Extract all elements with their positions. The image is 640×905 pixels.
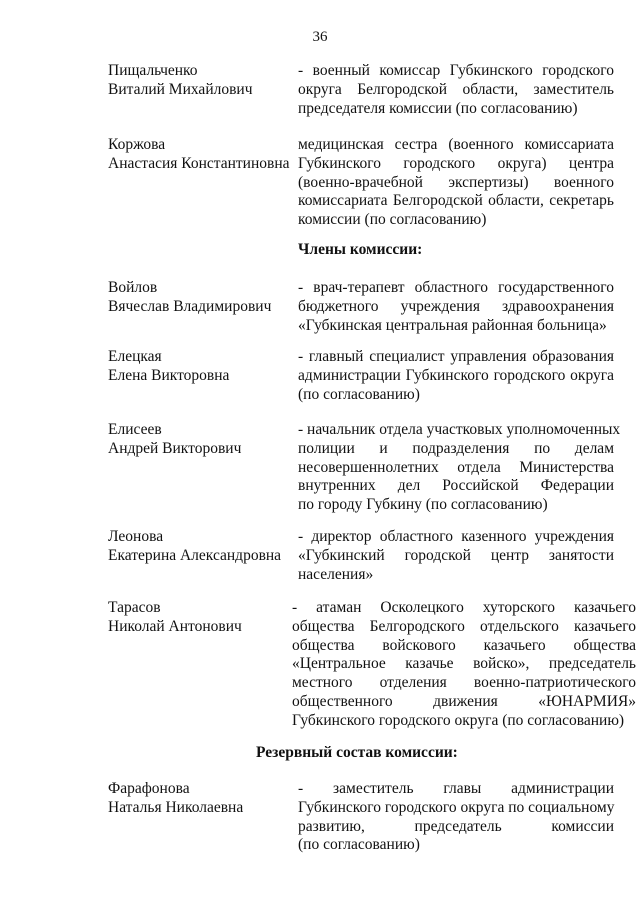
person-name: [108, 780, 294, 818]
role-line: комиссии (по согласованию): [298, 211, 487, 229]
role-line: Губкинского городского округа (по согласованию): [292, 711, 625, 729]
role-line: общественного движения «ЮНАРМИЯ»: [292, 692, 636, 710]
person-name: [108, 528, 294, 566]
reserve-heading: Резервный состав комиссии:: [256, 744, 458, 761]
person-surname: Пищальченко: [108, 62, 198, 79]
role-line: несовершеннолетних отдела Министерства: [298, 458, 614, 476]
person-surname: Елисеев: [108, 421, 162, 438]
person-name: [108, 421, 294, 459]
role-line: комиссариата Белгородской области, секретарь: [298, 192, 614, 210]
role-line: медицинская сестра (военного комиссариата: [298, 136, 614, 153]
role-line: «Губкинский городской центр занятости: [298, 546, 614, 564]
role-line: Губкинского городского округа по социальному: [298, 798, 615, 816]
role-line: общества Белгородского отдельского казачьего: [292, 617, 636, 635]
person-role: [298, 421, 621, 515]
person-given-name: Елена Викторовна: [108, 366, 230, 384]
person-given-name: Екатерина Александровна: [108, 546, 282, 564]
role-line: бюджетного учреждения здравоохранения: [298, 297, 614, 315]
person-name: [108, 348, 294, 386]
role-line: «Центральное казачье войско», председатель: [292, 655, 636, 673]
role-line: «Губкинская центральная районная больница»: [298, 316, 607, 334]
members-heading: Члены комиссии:: [298, 241, 423, 258]
person-given-name: Николай Антонович: [108, 617, 242, 635]
role-line: по городу Губкину (по согласованию): [298, 496, 548, 514]
role-line: развитию, председатель комиссии: [298, 817, 614, 835]
person-surname: Коржова: [108, 136, 166, 153]
role-line: общества войскового казачьего общества: [292, 636, 636, 654]
role-line: - военный комиссар Губкинского городского: [298, 62, 614, 79]
role-line: Губкинского городского округа) центра: [298, 154, 614, 172]
role-line: местного отделения военно-патриотического: [292, 674, 636, 692]
role-line: - атаман Осколецкого хуторского казачьего: [292, 599, 636, 616]
person-given-name: Вячеслав Владимирович: [108, 297, 272, 315]
person-role: [298, 780, 614, 855]
role-line: - начальник отдела участковых уполномоченных: [298, 421, 621, 438]
role-line: - главный специалист управления образования: [298, 348, 614, 365]
person-given-name: Андрей Викторович: [108, 439, 242, 457]
role-line: - врач-терапевт областного государственного: [298, 279, 614, 296]
role-line: полиции и подразделения по делам: [298, 439, 614, 457]
role-line: (по согласованию): [298, 385, 420, 403]
person-surname: Леонова: [108, 528, 164, 545]
person-role: [298, 136, 614, 230]
person-name: [108, 599, 294, 637]
page-number: 36: [312, 29, 328, 45]
role-line: (военно-врачебной экспертизы) военного: [298, 173, 614, 191]
role-line: администрации Губкинского городского округа: [298, 366, 614, 384]
person-surname: Тарасов: [108, 599, 161, 616]
role-line: населения»: [298, 565, 374, 583]
person-role: [292, 599, 636, 731]
role-line: округа Белгородской области, заместитель: [298, 80, 614, 98]
person-name: [108, 62, 294, 100]
person-surname: Елецкая: [108, 348, 162, 365]
role-line: внутренних дел Российской Федерации: [298, 477, 614, 495]
person-role: [298, 62, 614, 118]
person-role: [298, 528, 614, 584]
person-given-name: Виталий Михайлович: [108, 80, 253, 98]
person-role: [298, 279, 614, 335]
person-given-name: Анастасия Константиновна: [108, 154, 290, 172]
role-line: (по согласованию): [298, 836, 420, 854]
person-surname: Фарафонова: [108, 780, 190, 797]
person-role: [298, 348, 614, 404]
role-line: - директор областного казенного учреждения: [298, 528, 614, 545]
person-name: [108, 279, 294, 317]
person-surname: Войлов: [108, 279, 158, 296]
role-line: - заместитель главы администрации: [298, 780, 614, 797]
person-given-name: Наталья Николаевна: [108, 798, 244, 816]
role-line: председателя комиссии (по согласованию): [298, 99, 578, 117]
person-name: [108, 136, 294, 174]
